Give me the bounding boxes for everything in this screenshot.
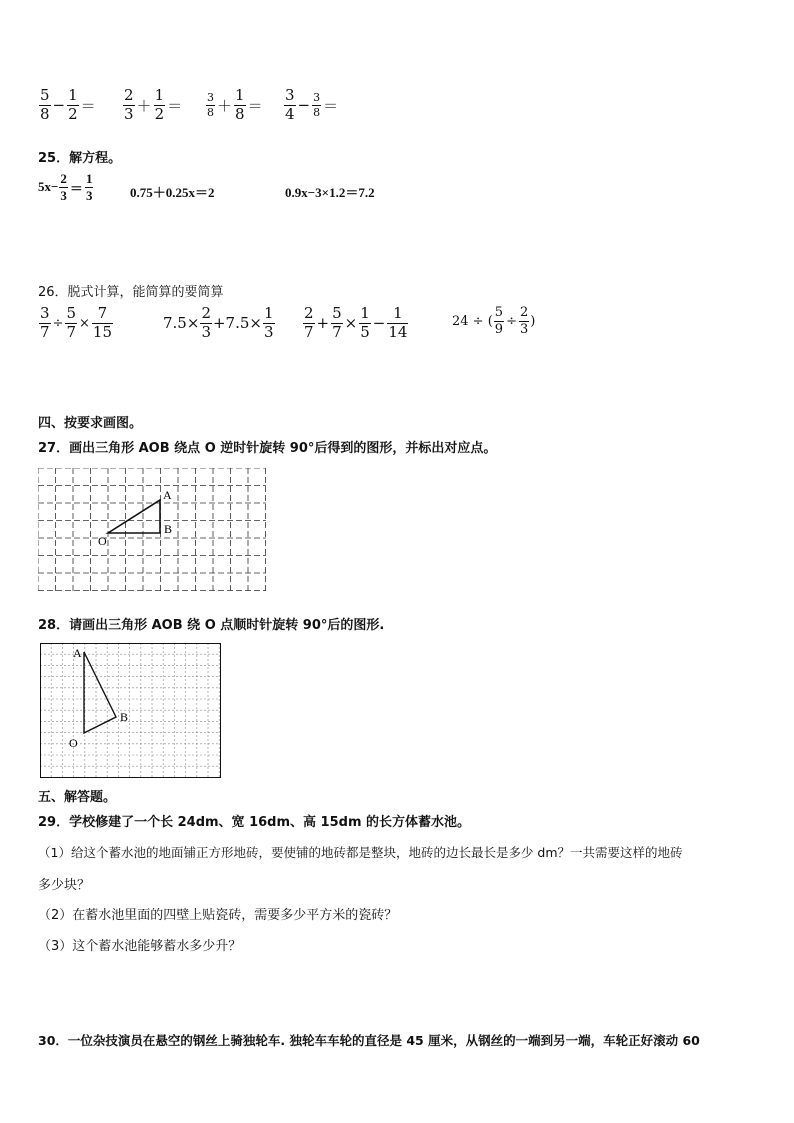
calc-expr-3: $\frac{2}{7}$ + $\frac{5}{7}$ × $\frac{1}{5}$ − $\frac{1}{14}$ bbox=[304, 304, 408, 341]
fraction: $\frac{5}{8}$ bbox=[40, 86, 50, 123]
fraction: $\frac{2}{3}$ bbox=[60, 171, 67, 203]
label-o: O bbox=[98, 534, 107, 548]
question-25-label: 25．解方程。 bbox=[38, 151, 122, 166]
triangle-aob bbox=[108, 500, 160, 533]
fraction-expr-2: $\frac{2}{3}$ ＋ $\frac{1}{2}$ ＝ bbox=[124, 86, 183, 123]
fraction: $\frac{1}{3}$ bbox=[85, 171, 93, 203]
fraction: $\frac{3}{7}$ bbox=[40, 304, 50, 341]
fraction: $\frac{1}{3}$ bbox=[263, 304, 274, 341]
fraction: $\frac{1}{8}$ bbox=[235, 86, 245, 123]
question-29-part-1-line-1: （1）给这个蓄水池的地面铺正方形地砖，要使铺的地砖都是整块，地砖的边长最长是多少 dm？一共需要这样的地砖 bbox=[38, 845, 683, 860]
equation-1: 5x− $\frac{2}{3}$ ＝ $\frac{1}{3}$ bbox=[38, 171, 93, 203]
fraction: $\frac{1}{5}$ bbox=[360, 304, 370, 341]
triangle-aob bbox=[84, 652, 116, 733]
label-o: O bbox=[69, 736, 78, 750]
section-4-heading: 四、按要求画图。 bbox=[38, 416, 143, 431]
calc-expr-1: $\frac{3}{7}$ ÷ $\frac{5}{7}$ × $\frac{7}{15}$ bbox=[40, 304, 112, 341]
fraction-expr-3: $\frac{3}{8}$ ＋ $\frac{1}{8}$ ＝ bbox=[207, 86, 263, 123]
question-29-part-1-line-2: 多少块？ bbox=[38, 878, 91, 893]
fraction: $\frac{1}{2}$ bbox=[154, 86, 165, 123]
fraction: $\frac{5}{9}$ bbox=[494, 305, 504, 337]
fraction: $\frac{3}{4}$ bbox=[285, 86, 295, 123]
question-29-label: 29．学校修建了一个长 24dm、宽 16dm、高 15dm 的长方体蓄水池。 bbox=[38, 815, 471, 830]
fraction: $\frac{2}{7}$ bbox=[304, 304, 314, 341]
fraction: $\frac{2}{3}$ bbox=[519, 305, 529, 337]
label-b: B bbox=[164, 522, 173, 536]
fraction: $\frac{3}{8}$ bbox=[313, 91, 321, 119]
grid-lines bbox=[40, 643, 220, 777]
fraction: $\frac{7}{15}$ bbox=[92, 304, 112, 341]
question-28-label: 28．请画出三角形 AOB 绕 O 点顺时针旋转 90°后的图形. bbox=[38, 618, 385, 633]
fraction: $\frac{5}{7}$ bbox=[332, 304, 342, 341]
question-26-label: 26．脱式计算，能简算的要简算 bbox=[38, 285, 224, 300]
label-a: A bbox=[163, 488, 172, 502]
fraction: $\frac{3}{8}$ bbox=[207, 91, 214, 119]
section-5-heading: 五、解答题。 bbox=[38, 790, 117, 805]
calc-expr-2: 7.5× $\frac{2}{3}$ +7.5× $\frac{1}{3}$ bbox=[163, 304, 274, 341]
question-29-part-3: （3）这个蓄水池能够蓄水多少升？ bbox=[38, 939, 242, 954]
equation-2: 0.75＋0.25x＝2 bbox=[130, 185, 215, 200]
calc-expr-4: 24 ÷ ( $\frac{5}{9}$ ÷ $\frac{2}{3}$ ) bbox=[452, 305, 536, 337]
equation-3: 0.9x−3×1.2＝7.2 bbox=[285, 185, 375, 200]
grid-27 bbox=[38, 468, 268, 596]
fraction: $\frac{5}{7}$ bbox=[66, 304, 76, 341]
label-b: B bbox=[120, 710, 129, 724]
question-29-part-2: （2）在蓄水池里面的四壁上贴瓷砖，需要多少平方米的瓷砖？ bbox=[38, 908, 398, 923]
fraction: $\frac{1}{2}$ bbox=[68, 86, 78, 123]
fraction: $\frac{2}{3}$ bbox=[201, 304, 211, 341]
question-27-label: 27．画出三角形 AOB 绕点 O 逆时针旋转 90°后得到的图形，并标出对应点。 bbox=[38, 441, 497, 456]
fraction: $\frac{1}{14}$ bbox=[388, 304, 408, 341]
grid-lines bbox=[38, 468, 266, 594]
fraction: $\frac{2}{3}$ bbox=[124, 86, 134, 123]
fraction-expr-1: $\frac{5}{8}$ − $\frac{1}{2}$ ＝ bbox=[40, 86, 96, 123]
fraction-expr-4: $\frac{3}{4}$ − $\frac{3}{8}$ ＝ bbox=[285, 86, 339, 123]
question-30-label: 30．一位杂技演员在悬空的钢丝上骑独轮车. 独轮车车轮的直径是 45 厘米，从钢丝的一端到另一端，车轮正好滚动 60 bbox=[38, 1033, 700, 1048]
grid-28 bbox=[40, 643, 222, 779]
label-a: A bbox=[73, 646, 82, 660]
